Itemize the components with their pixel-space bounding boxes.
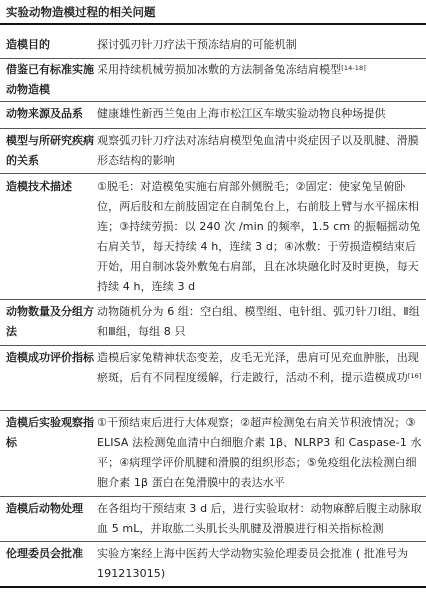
row-text: 动物随机分为 6 组：空白组、模型组、电针组、弧刃针刀Ⅰ组、Ⅱ组和Ⅲ组，每组 8 只 — [97, 305, 420, 338]
row-label: 造模成功评价指标 — [6, 351, 94, 364]
row-label: 动物来源及品系 — [6, 107, 83, 120]
row-label: 动物数量及分组方法 — [6, 305, 94, 338]
row-label: 造模目的 — [6, 38, 50, 51]
row-divider — [0, 410, 426, 411]
row-label: 借鉴已有标准实施动物造模 — [6, 63, 94, 96]
row-label: 造模技术描述 — [6, 180, 72, 193]
row-divider — [0, 541, 426, 542]
row-text: ①干预结束后进行大体观察；②超声检测兔右肩关节积液情况；③ ELISA 法检测兔血清中白细胞介素 1β、NLRP3 和 Caspase-1 水平；④病理学评价肌腱和滑膜的组织形态；⑤免疫组化法检测白细胞介素 1β 蛋白在兔滑膜中的表达水平 — [97, 416, 422, 489]
table-bottom-rule — [0, 586, 426, 588]
citation-ref: [16] — [407, 372, 422, 380]
row-label: 模型与所研究疾病的关系 — [6, 134, 94, 167]
row-text-body: 采用持续机械劳损加冰敷的方法制备兔冻结肩模型 — [97, 63, 342, 76]
row-text: 健康雄性新西兰兔由上海市松江区车墩实验动物良种场提供 — [97, 107, 386, 120]
row-text: 实验方案经上海中医药大学动物实验伦理委员会批准 ( 批准号为 191213015) — [97, 547, 409, 580]
row-text: 观察弧刃针刀疗法对冻结肩模型兔血清中炎症因子以及肌腱、滑膜形态结构的影响 — [97, 134, 419, 167]
row-text — [97, 60, 422, 80]
row-text: 探讨弧刃针刀疗法干预冻结肩的可能机制 — [97, 38, 297, 51]
row-divider — [0, 496, 426, 497]
table-top-rule — [0, 23, 426, 25]
row-label: 伦理委员会批准 — [6, 547, 83, 560]
row-text-body: 造模后家兔精神状态变差，皮毛无光泽，患肩可见充血肿胀，出现瘀斑，后有不同程度缓解，行走跛行，活动不利，提示造模成功 — [97, 351, 419, 384]
row-text: 在各组均干预结束 3 d 后，进行实验取材：动物麻醉后腹主动脉取血 5 mL，并取肱二头肌长头肌腱及滑膜进行相关指标检测 — [97, 502, 422, 535]
citation-ref: [14-18] — [341, 64, 366, 72]
row-label: 造模后实验观察指标 — [6, 416, 94, 449]
table-title: 实验动物造模过程的相关问题 — [6, 5, 156, 19]
row-divider — [0, 101, 426, 102]
row-divider — [0, 299, 426, 300]
row-divider — [0, 58, 426, 59]
row-divider — [0, 173, 426, 174]
row-text: ①脱毛：对造模兔实施右肩部外侧脱毛；②固定：使家兔呈俯卧位，两后肢和左前肢固定在自制兔台上，右前肢上臂与水平摇床相连；③持续劳损：以 240 次 /min 的频率，1.5 cm 的振幅摇动兔右肩关节，每天持续 4 h，连续 3 d；④冰敷：于劳损造模结束后开始，用自制冰袋外敷兔右肩部，且在冰块融化时及时更换，每天持续 4 h，连续 3 d — [97, 180, 421, 293]
row-text — [97, 348, 422, 388]
row-divider — [0, 345, 426, 346]
row-divider — [0, 128, 426, 129]
row-label: 造模后动物处理 — [6, 502, 83, 515]
